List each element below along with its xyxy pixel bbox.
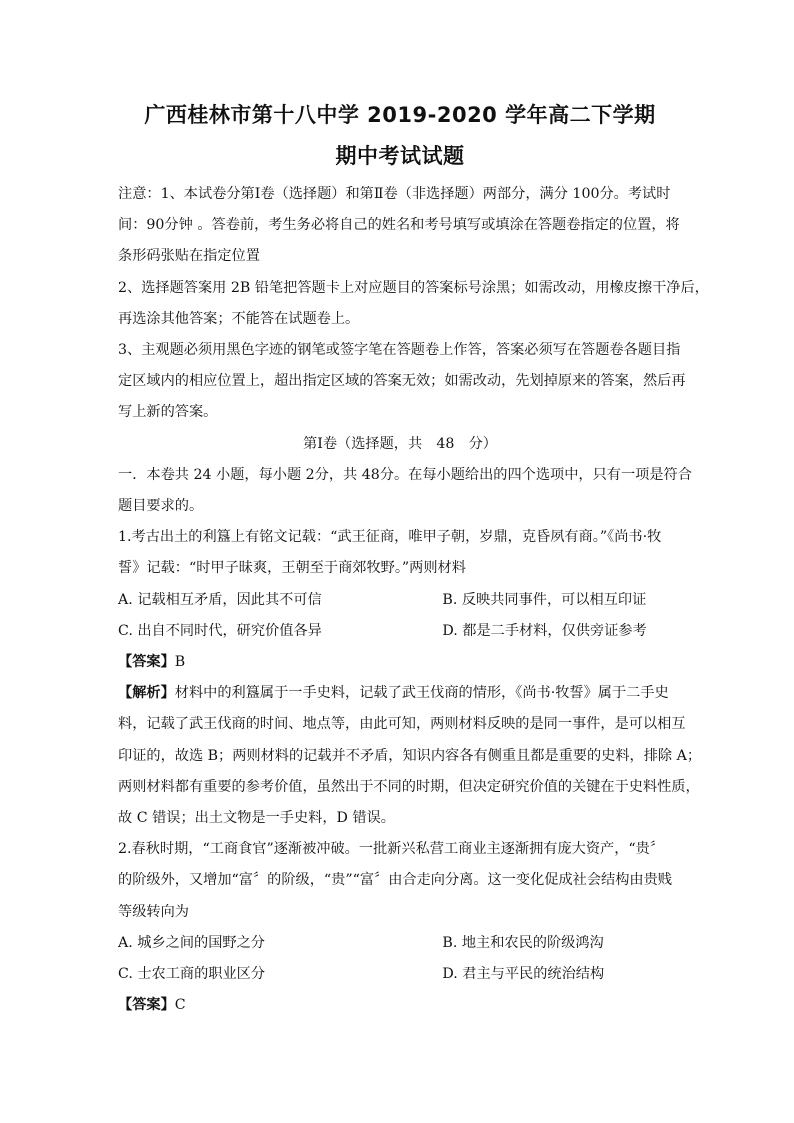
instruction-line: 一．本卷共 24 小题，每小题 2分，共 48分。在每小题给出的四个选项中，只有一项是符合 [118, 466, 692, 483]
question-stem-line: 等级转向为 [118, 903, 189, 920]
options-row [118, 959, 682, 990]
option-d: D. 都是二手材料，仅供旁证参考 [442, 622, 647, 639]
document-subtitle: 期中考试试题 [335, 144, 465, 168]
question-stem-line: 1.考古出土的利簋上有铭文记载：“武王征商，唯甲子朝，岁鼎，克昏夙有商。”《尚书·牧 [118, 529, 662, 546]
notice-line: 再选涂其他答案；不能答在试题卷上。 [118, 310, 360, 327]
option-a: A. 城乡之间的国野之分 [118, 934, 265, 951]
option-a: A. 记载相互矛盾，因此其不可信 [118, 591, 322, 608]
options-row [118, 585, 682, 616]
notice-line: 注意：1、本试卷分第Ⅰ卷（选择题）和第Ⅱ卷（非选择题）两部分，满分 100分。考试时 [118, 186, 671, 202]
option-b: B. 反映共同事件，可以相互印证 [442, 591, 647, 608]
section-heading: 第Ⅰ卷（选择题，共 48 分） [303, 435, 497, 452]
question-stem-line: 的阶级外，又增加“富〞的阶级，“贵”“富〞由合走向分离。这一变化促成社会结构由贵贱 [118, 872, 672, 889]
notice-block [118, 179, 709, 429]
option-c: C. 士农工商的职业区分 [118, 966, 266, 983]
options-row [118, 616, 682, 647]
notice-line: 条形码张贴在指定位置 [118, 248, 260, 265]
option-c: C. 出自不同时代，研究价值各异 [118, 622, 322, 639]
question-stem-line: 2.春秋时期，“工商食官”逐渐被冲破。一批新兴私营工商业主逐渐拥有庞大资产，“贵〞 [118, 841, 665, 858]
notice-line: 写上新的答案。 [118, 404, 218, 421]
answer-line [118, 990, 682, 1021]
option-b: B. 地主和农民的阶级鸿沟 [442, 934, 604, 951]
analysis-line: 印证的，故选 B；两则材料的记载并不矛盾，知识内容各有侧重且都是重要的史料，排除 A； [118, 747, 702, 764]
answer-label: 【答案】 [118, 654, 175, 671]
analysis-line: 故 C 错误；出土文物是一手史料，D 错误。 [118, 810, 395, 827]
notice-line: 3、主观题必须用黑色字迹的钢笔或签字笔在答题卷上作答，答案必须写在答题卷各题目指 [118, 342, 681, 359]
analysis-text: 材料中的利簋属于一手史料，记载了武王伐商的情形，《尚书·牧誓》属于二手史 [174, 685, 669, 702]
analysis-line: 料，记载了武王伐商的时间、地点等，由此可知，两则材料反映的是同一事件，是可以相互 [118, 716, 686, 733]
question-1 [118, 522, 702, 834]
question-stem-line: 誓》记载：“时甲子昧爽，王朝至于商郊牧野。”两则材料 [118, 560, 466, 577]
analysis-line [118, 678, 682, 709]
answer-line [118, 647, 682, 678]
answer-value: B [174, 654, 186, 671]
analysis-label: 【解析】 [118, 685, 175, 702]
instruction-block [118, 460, 692, 522]
question-2 [118, 834, 682, 1021]
options-row [118, 928, 682, 959]
analysis-line: 两则材料都有重要的参考价值，虽然出于不同的时期，但决定研究价值的关键在于史料性质， [118, 778, 700, 795]
notice-line: 定区域内的相应位置上，超出指定区域的答案无效；如需改动，先划掉原来的答案，然后再 [118, 373, 686, 390]
document-title: 广西桂林市第十八中学 2019-2020 学年高二下学期 [144, 103, 656, 127]
instruction-line: 题目要求的。 [118, 498, 204, 515]
answer-label: 【答案】 [118, 997, 175, 1014]
option-d: D. 君主与平民的统治结构 [442, 966, 605, 983]
answer-value: C [174, 997, 186, 1014]
notice-line: 间：90分钟 。答卷前，考生务必将自己的姓名和考号填写或填涂在答题卷指定的位置，将 [118, 217, 680, 234]
notice-line: 2、选择题答案用 2B 铅笔把答题卡上对应题目的答案标号涂黑；如需改动，用橡皮擦干净后， [118, 279, 709, 296]
